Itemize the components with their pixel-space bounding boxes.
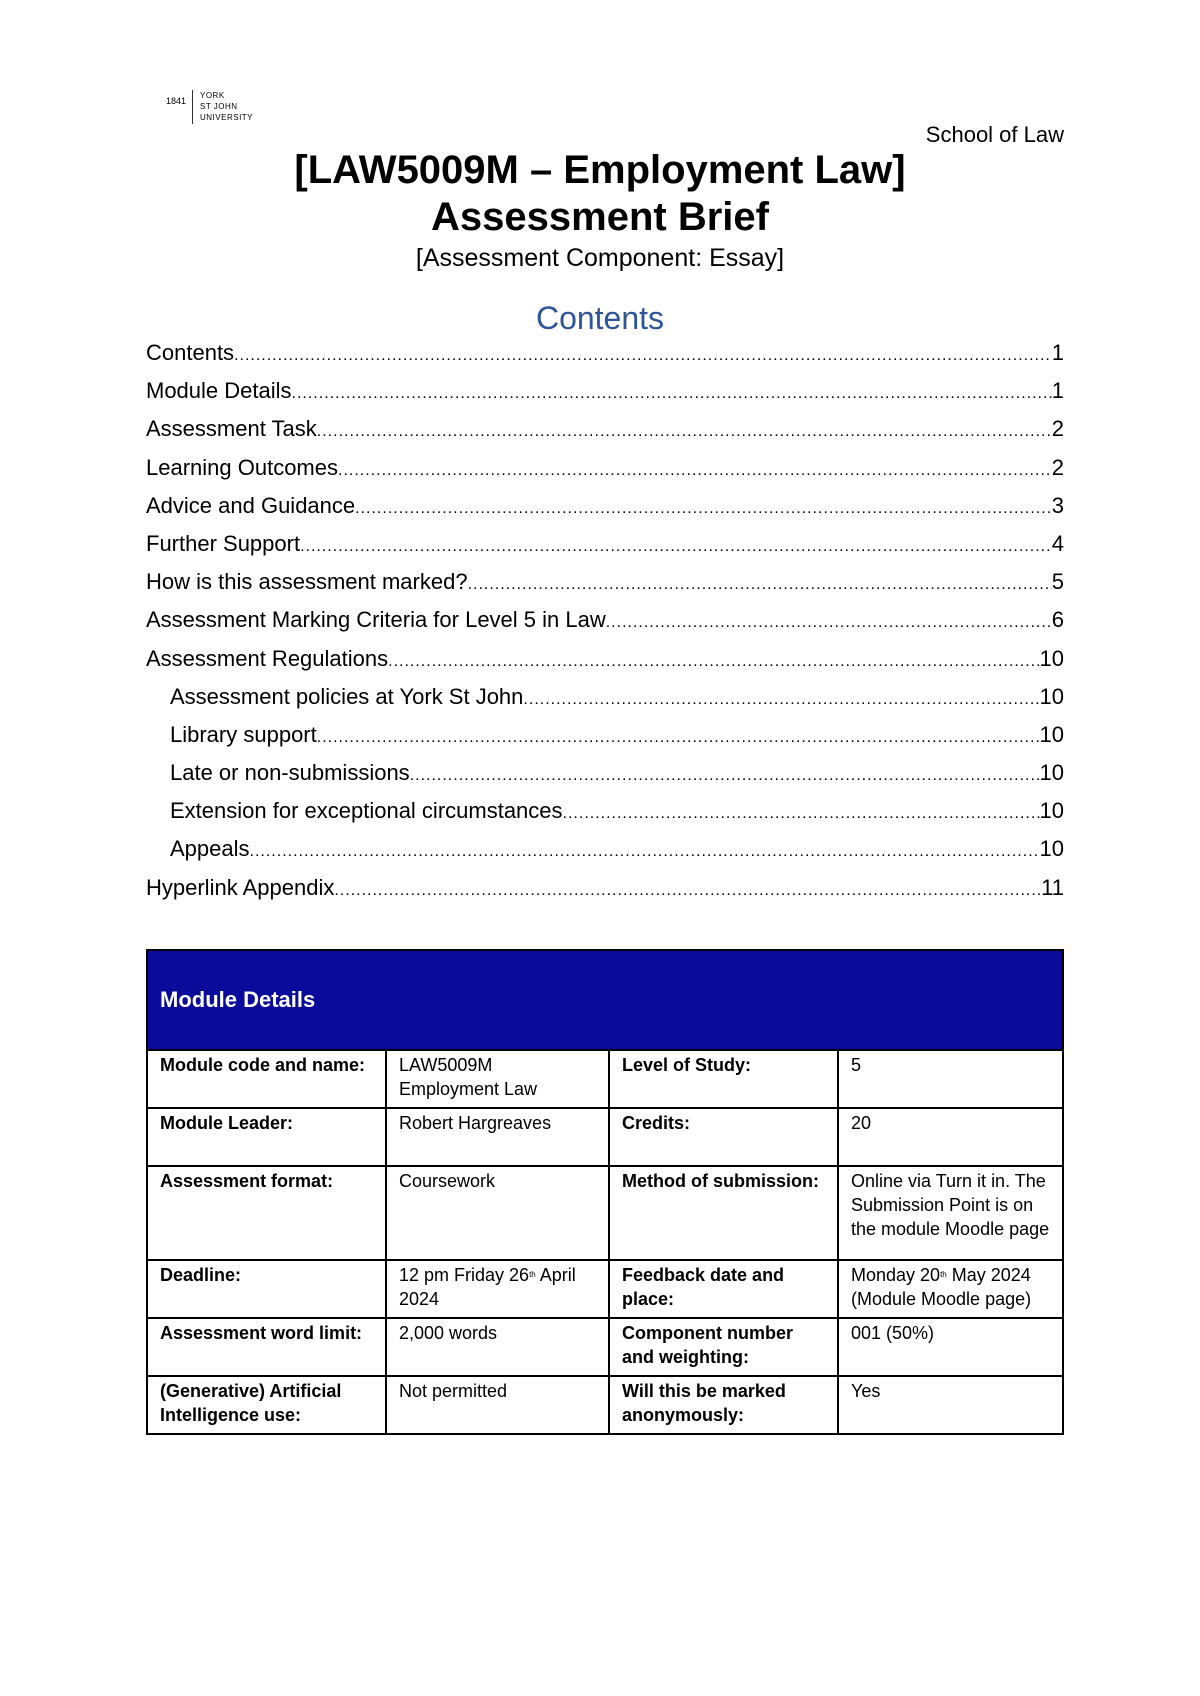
- toc-entry-label: Learning Outcomes: [146, 454, 338, 480]
- toc-entry[interactable]: [146, 798, 1064, 836]
- toc-leader-dots: [317, 423, 1052, 441]
- toc-entry-page: 10: [1039, 760, 1064, 786]
- toc-entry-page: 2: [1051, 454, 1064, 480]
- toc-entry-page: 10: [1039, 645, 1064, 671]
- toc-entry-label: Extension for exceptional circumstances: [170, 798, 563, 824]
- toc-entry-label: Module Details: [146, 378, 292, 404]
- label-cell: Assessment format:: [147, 1166, 386, 1260]
- toc-entry-page: 10: [1039, 798, 1064, 824]
- toc-entry-label: Appeals: [170, 836, 250, 862]
- value-cell: 20: [838, 1108, 1063, 1166]
- toc-entry-label: Assessment Task: [146, 416, 317, 442]
- toc-leader-dots: [234, 347, 1052, 365]
- toc-entry-page: 1: [1051, 340, 1064, 365]
- label-cell: Deadline:: [147, 1260, 386, 1318]
- label-cell: Module Leader:: [147, 1108, 386, 1166]
- table-row: [147, 1318, 1063, 1376]
- toc-leader-dots: [355, 500, 1052, 518]
- toc-entry[interactable]: [146, 493, 1064, 531]
- toc-leader-dots: [338, 462, 1052, 480]
- label-cell: Credits:: [609, 1108, 838, 1166]
- toc-entry[interactable]: [146, 875, 1064, 913]
- toc-leader-dots: [300, 538, 1052, 556]
- value-cell: Yes: [838, 1376, 1063, 1434]
- value-cell: Online via Turn it in. The Submission Point is on the module Moodle page: [838, 1166, 1063, 1260]
- deadline-text-rest: April 2024: [399, 1265, 576, 1309]
- toc-entry-label: Assessment policies at York St John: [170, 683, 524, 709]
- table-row: [147, 1050, 1063, 1108]
- module-details-heading: Module Details: [147, 950, 1063, 1050]
- table-row: [147, 1166, 1063, 1260]
- toc-entry[interactable]: [146, 455, 1064, 493]
- label-cell: Component number and weighting:: [609, 1318, 838, 1376]
- module-details-table: [146, 949, 1064, 1435]
- toc-leader-dots: [468, 576, 1052, 594]
- assessment-component: [Assessment Component: Essay]: [415, 244, 785, 272]
- toc-entry-page: 11: [1041, 874, 1064, 900]
- toc-leader-dots: [388, 653, 1039, 671]
- toc-entry-page: 5: [1051, 569, 1064, 595]
- logo-line: UNIVERSITY: [200, 113, 254, 122]
- toc-leader-dots: [250, 843, 1040, 861]
- value-cell: [386, 1260, 609, 1318]
- toc-entry-label: Further Support: [146, 530, 301, 556]
- value-cell: Robert Hargreaves: [386, 1108, 609, 1166]
- toc-entry-page: 2: [1051, 416, 1064, 442]
- toc-entry-label: Advice and Guidance: [146, 492, 356, 518]
- toc-entry[interactable]: [146, 646, 1064, 684]
- label-cell: Will this be marked anonymously:: [609, 1376, 838, 1434]
- toc-entry-page: 10: [1039, 721, 1064, 747]
- value-cell: LAW5009M Employment Law: [386, 1050, 609, 1108]
- toc-entry[interactable]: [146, 607, 1064, 645]
- table-row: [147, 1376, 1063, 1434]
- logo-line: YORK: [200, 91, 225, 100]
- toc-entry-page: 1: [1051, 378, 1064, 404]
- toc-entry[interactable]: [146, 684, 1064, 722]
- logo-line: ST JOHN: [200, 102, 238, 111]
- value-cell: [838, 1260, 1063, 1318]
- label-cell: Assessment word limit:: [147, 1318, 386, 1376]
- feedback-date-rest: May 2024 (Module Moodle page): [851, 1265, 1032, 1309]
- table-of-contents: [146, 340, 1064, 913]
- feedback-date-text: Monday 20: [851, 1265, 941, 1285]
- toc-entry-page: 3: [1051, 492, 1064, 518]
- toc-leader-dots: [410, 767, 1040, 785]
- toc-entry[interactable]: [146, 340, 1064, 378]
- toc-leader-dots: [523, 691, 1039, 709]
- toc-entry-page: 10: [1039, 683, 1064, 709]
- label-cell: Module code and name:: [147, 1050, 386, 1108]
- toc-entry[interactable]: [146, 416, 1064, 454]
- ordinal-suffix: th: [940, 1270, 947, 1279]
- toc-entry-page: 4: [1051, 530, 1064, 556]
- value-cell: 5: [838, 1050, 1063, 1108]
- toc-leader-dots: [606, 614, 1052, 632]
- contents-heading: Contents: [535, 300, 665, 336]
- toc-leader-dots: [334, 882, 1041, 900]
- value-cell: Not permitted: [386, 1376, 609, 1434]
- toc-entry-label: Contents: [146, 340, 235, 365]
- toc-entry[interactable]: [146, 836, 1064, 874]
- label-cell: (Generative) Artificial Intelligence use:: [147, 1376, 386, 1434]
- value-cell: Coursework: [386, 1166, 609, 1260]
- toc-entry-label: Assessment Marking Criteria for Level 5 in Law: [146, 607, 606, 633]
- logo-divider: [192, 90, 193, 124]
- logo-year: 1841: [165, 96, 187, 106]
- table-row: [147, 1108, 1063, 1166]
- toc-entry[interactable]: [146, 378, 1064, 416]
- value-cell: 001 (50%): [838, 1318, 1063, 1376]
- label-cell: Feedback date and place:: [609, 1260, 838, 1318]
- toc-entry[interactable]: [146, 569, 1064, 607]
- document-title: [LAW5009M – Employment Law]: [294, 148, 906, 192]
- toc-entry-label: Library support: [170, 721, 317, 747]
- toc-entry-label: Late or non-submissions: [170, 760, 410, 786]
- label-cell: Method of submission:: [609, 1166, 838, 1260]
- toc-entry-label: Assessment Regulations: [146, 645, 389, 671]
- toc-entry-label: Hyperlink Appendix: [146, 874, 335, 900]
- deadline-text: 12 pm Friday 26: [399, 1265, 530, 1285]
- table-row: [147, 1260, 1063, 1318]
- toc-entry[interactable]: [146, 722, 1064, 760]
- toc-leader-dots: [292, 385, 1052, 403]
- toc-entry[interactable]: [146, 531, 1064, 569]
- university-logo: [164, 90, 274, 126]
- school-name: School of Law: [925, 122, 1064, 147]
- toc-entry-page: 6: [1051, 607, 1064, 633]
- toc-leader-dots: [317, 729, 1040, 747]
- toc-entry[interactable]: [146, 760, 1064, 798]
- logo-wordmark: [200, 90, 253, 123]
- value-cell: 2,000 words: [386, 1318, 609, 1376]
- document-subtitle: Assessment Brief: [431, 195, 769, 239]
- ordinal-suffix: th: [529, 1270, 536, 1279]
- label-cell: Level of Study:: [609, 1050, 838, 1108]
- toc-entry-label: How is this assessment marked?: [146, 569, 468, 595]
- toc-leader-dots: [563, 805, 1040, 823]
- toc-entry-page: 10: [1039, 836, 1064, 862]
